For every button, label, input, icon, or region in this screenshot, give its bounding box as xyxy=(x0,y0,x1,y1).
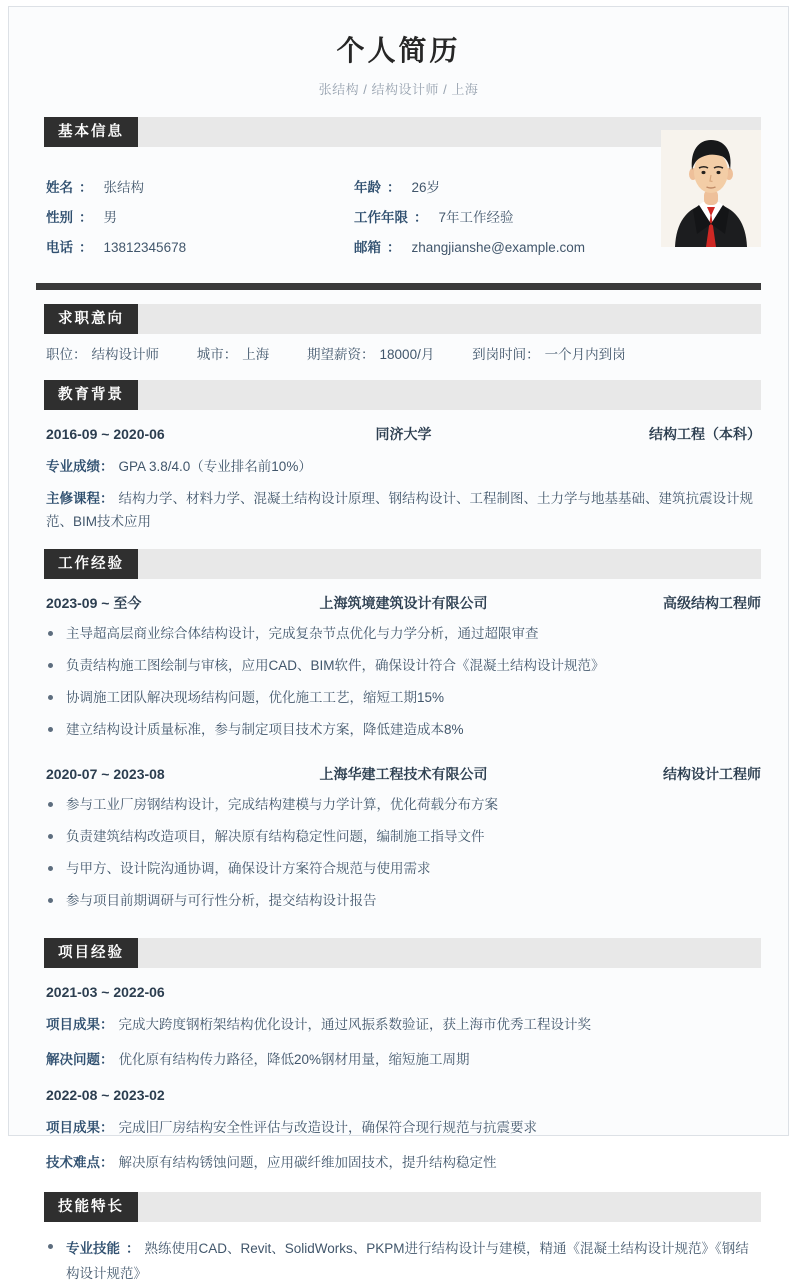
field-age-value: 26岁 xyxy=(411,180,441,195)
bullet-dot xyxy=(48,727,53,732)
resume-page xyxy=(8,6,789,1281)
job-intention-line xyxy=(46,346,761,363)
work-period: 2023-09 ~ 至今 xyxy=(46,595,142,611)
work-header-row xyxy=(46,766,761,783)
colon: ： xyxy=(414,210,428,225)
section-title-education: 教育背景 xyxy=(44,380,138,410)
profile-photo-illustration xyxy=(661,130,761,247)
colon: ： xyxy=(79,210,93,225)
page-title: 个人简历 xyxy=(336,35,461,66)
work-bullet: 建立结构设计质量标准，参与制定项目技术方案，降低建造成本8% xyxy=(48,719,761,740)
colon: ： xyxy=(73,347,87,362)
skills-list xyxy=(48,1236,761,1286)
education-entry xyxy=(36,426,761,533)
work-company: 上海华建工程技术有限公司 xyxy=(319,766,488,782)
section-bar-skills xyxy=(44,1192,761,1222)
section-bar-education xyxy=(44,380,761,410)
field-age-label: 年龄 xyxy=(354,180,381,195)
bullet-dot xyxy=(48,1244,53,1249)
work-position: 高级结构工程师 xyxy=(663,595,761,611)
bullet-dot xyxy=(48,834,53,839)
education-degree: 结构工程（本科） xyxy=(649,426,761,442)
section-title-skills: 技能特长 xyxy=(44,1192,138,1222)
section-divider xyxy=(36,283,761,290)
section-bar-project xyxy=(44,938,761,968)
bullet-dot xyxy=(48,631,53,636)
page-subtitle: 张结构 / 结构设计师 / 上海 xyxy=(318,82,479,97)
colon: ： xyxy=(223,347,238,362)
resume-header xyxy=(9,7,788,98)
field-name xyxy=(46,180,354,196)
work-entry xyxy=(36,766,761,911)
colon: ： xyxy=(100,491,114,506)
colon: ： xyxy=(100,459,114,474)
section-title-work: 工作经验 xyxy=(44,549,138,579)
field-name-label: 姓名 xyxy=(46,180,73,195)
work-bullet: 协调施工团队解决现场结构问题，优化施工工艺，缩短工期15% xyxy=(48,687,761,708)
field-email-value: zhangjianshe@example.com xyxy=(411,240,586,255)
work-entry xyxy=(36,595,761,740)
colon: ： xyxy=(387,240,401,255)
section-title-basic: 基本信息 xyxy=(44,117,138,147)
project-problem-row: 解决问题： 优化原有结构传力路径，降低20%钢材用量，缩短施工周期 xyxy=(46,1052,470,1067)
intention-start-date: 到岗时间： 一个月内到岗 xyxy=(472,347,626,362)
project-entry xyxy=(36,1087,761,1174)
work-company: 上海筑境建筑设计有限公司 xyxy=(319,595,488,611)
work-period: 2020-07 ~ 2023-08 xyxy=(46,766,165,782)
colon: ： xyxy=(100,1155,114,1170)
education-header-row xyxy=(46,426,761,443)
colon: ： xyxy=(79,180,93,195)
field-gender-label: 性别 xyxy=(46,210,73,225)
work-bullet: 与甲方、设计院沟通协调，确保设计方案符合规范与使用需求 xyxy=(48,858,761,879)
education-courses-row: 主修课程： 结构力学、材料力学、混凝土结构设计原理、钢结构设计、工程制图、土力学与地基基础、建筑抗震设计规范、BIM技术应用 xyxy=(46,491,753,529)
section-title-intention: 求职意向 xyxy=(44,304,138,334)
work-bullet: 主导超高层商业综合体结构设计，完成复杂节点优化与力学分析，通过超限审查 xyxy=(48,623,761,644)
field-gender xyxy=(46,210,354,226)
colon: ： xyxy=(387,180,401,195)
work-bullet: 参与工业厂房钢结构设计，完成结构建模与力学计算，优化荷载分布方案 xyxy=(48,794,761,815)
education-gpa-row: 专业成绩： GPA 3.8/4.0（专业排名前10%） xyxy=(46,459,312,474)
section-title-project: 项目经验 xyxy=(44,938,138,968)
field-phone xyxy=(46,240,354,256)
bullet-dot xyxy=(48,898,53,903)
work-bullet: 负责结构施工图绘制与审核，应用CAD、BIM软件，确保设计符合《混凝土结构设计规范》 xyxy=(48,655,761,676)
field-experience-years-value: 7年工作经验 xyxy=(438,210,514,225)
education-period: 2016-09 ~ 2020-06 xyxy=(46,426,165,442)
work-bullet: 负责建筑结构改造项目，解决原有结构稳定性问题，编制施工指导文件 xyxy=(48,826,761,847)
project-result-row: 项目成果： 完成大跨度钢桁架结构优化设计，通过风振系数验证，获上海市优秀工程设计奖 xyxy=(46,1017,591,1032)
project-period: 2022-08 ~ 2023-02 xyxy=(46,1087,165,1103)
project-entry xyxy=(36,984,761,1071)
skill-bullet xyxy=(48,1236,761,1286)
colon: ： xyxy=(526,347,540,362)
project-difficulty-row: 技术难点： 解决原有结构锈蚀问题，应用碳纤维加固技术，提升结构稳定性 xyxy=(46,1155,497,1170)
intention-position: 职位： 结构设计师 xyxy=(46,347,159,362)
basic-info-left-column xyxy=(46,180,354,270)
field-phone-label: 电话 xyxy=(46,240,73,255)
section-bar-basic xyxy=(44,117,761,147)
skill-value: 熟练使用CAD、Revit、SolidWorks、PKPM进行结构设计与建模，精通《混凝土结构设计规范》《钢结构设计规范》 xyxy=(66,1241,749,1281)
field-phone-value: 13812345678 xyxy=(103,240,187,255)
work-position: 结构设计工程师 xyxy=(663,766,761,782)
section-bar-intention xyxy=(44,304,761,334)
bullet-dot xyxy=(48,866,53,871)
colon: ： xyxy=(126,1241,140,1256)
basic-info-section xyxy=(46,147,761,279)
bullet-dot xyxy=(48,695,53,700)
colon: ： xyxy=(100,1052,114,1067)
colon: ： xyxy=(79,240,93,255)
intention-city: 城市： 上海 xyxy=(196,347,270,362)
project-period: 2021-03 ~ 2022-06 xyxy=(46,984,165,1000)
colon: ： xyxy=(361,347,375,362)
field-gender-value: 男 xyxy=(103,210,117,225)
skill-label: 专业技能 xyxy=(66,1241,120,1256)
colon: ： xyxy=(100,1120,114,1135)
education-school: 同济大学 xyxy=(375,426,432,442)
section-bar-work xyxy=(44,549,761,579)
field-experience-years-label: 工作年限 xyxy=(354,210,408,225)
field-email-label: 邮箱 xyxy=(354,240,381,255)
profile-photo xyxy=(661,130,761,247)
field-name-value: 张结构 xyxy=(103,180,144,195)
work-header-row xyxy=(46,595,761,612)
bullet-dot xyxy=(48,663,53,668)
work-bullet: 参与项目前期调研与可行性分析，提交结构设计报告 xyxy=(48,890,761,911)
bullet-dot xyxy=(48,802,53,807)
project-result-row: 项目成果： 完成旧厂房结构安全性评估与改造设计，确保符合现行规范与抗震要求 xyxy=(46,1120,537,1135)
intention-salary: 期望薪资： 18000/月 xyxy=(307,347,435,362)
colon: ： xyxy=(100,1017,114,1032)
